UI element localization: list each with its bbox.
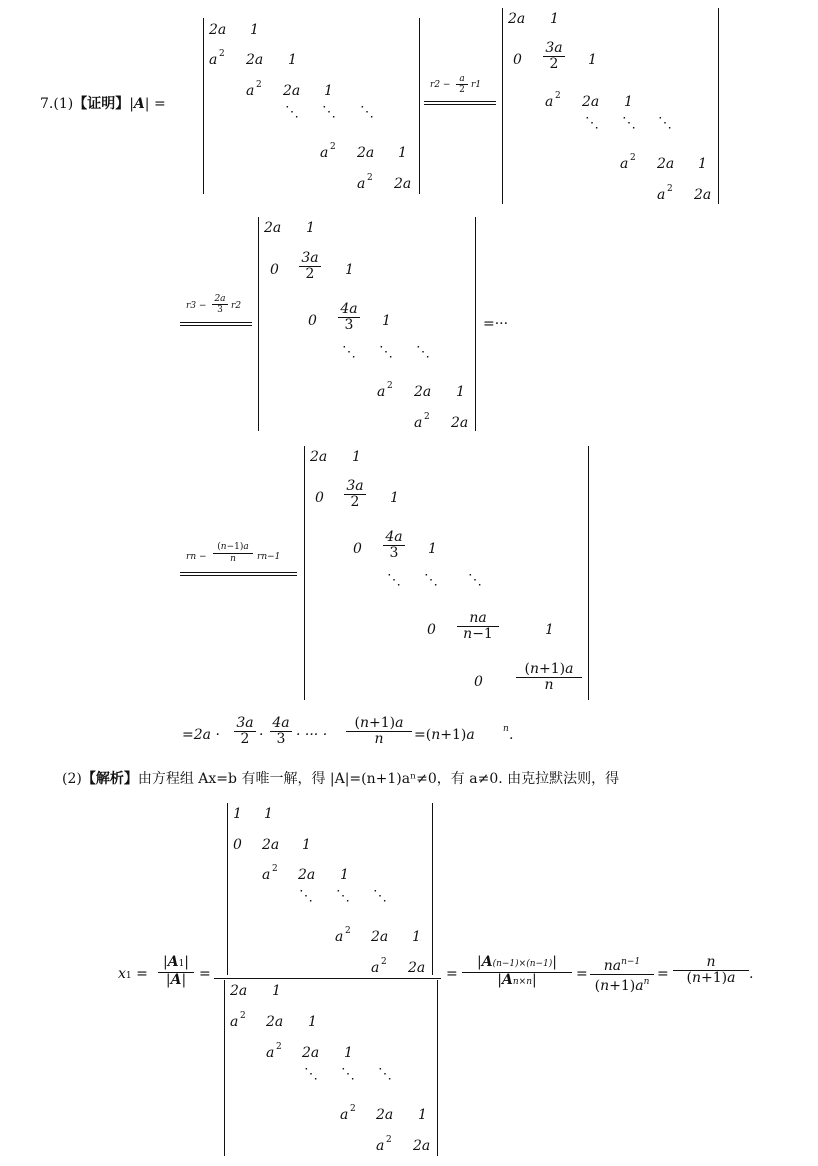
part2-label: (2) <box>62 771 82 787</box>
main-fraction-bar <box>214 978 441 979</box>
problem-number: 7. <box>40 96 54 112</box>
part1-label: (1) <box>53 96 74 112</box>
part1-tag: 【证明】 <box>73 96 130 112</box>
part2-tag: 【解析】 <box>81 771 138 787</box>
ellipsis-equals: =··· <box>483 316 509 332</box>
det-label: |A| = <box>129 96 166 112</box>
problem-label <box>40 93 166 113</box>
part2-line <box>62 768 619 788</box>
part2-text: 由方程组 Ax=b 有唯一解，得 |A|=(n+1)aⁿ≠0，有 a≠0. 由克拉默法则，得 <box>137 771 620 787</box>
